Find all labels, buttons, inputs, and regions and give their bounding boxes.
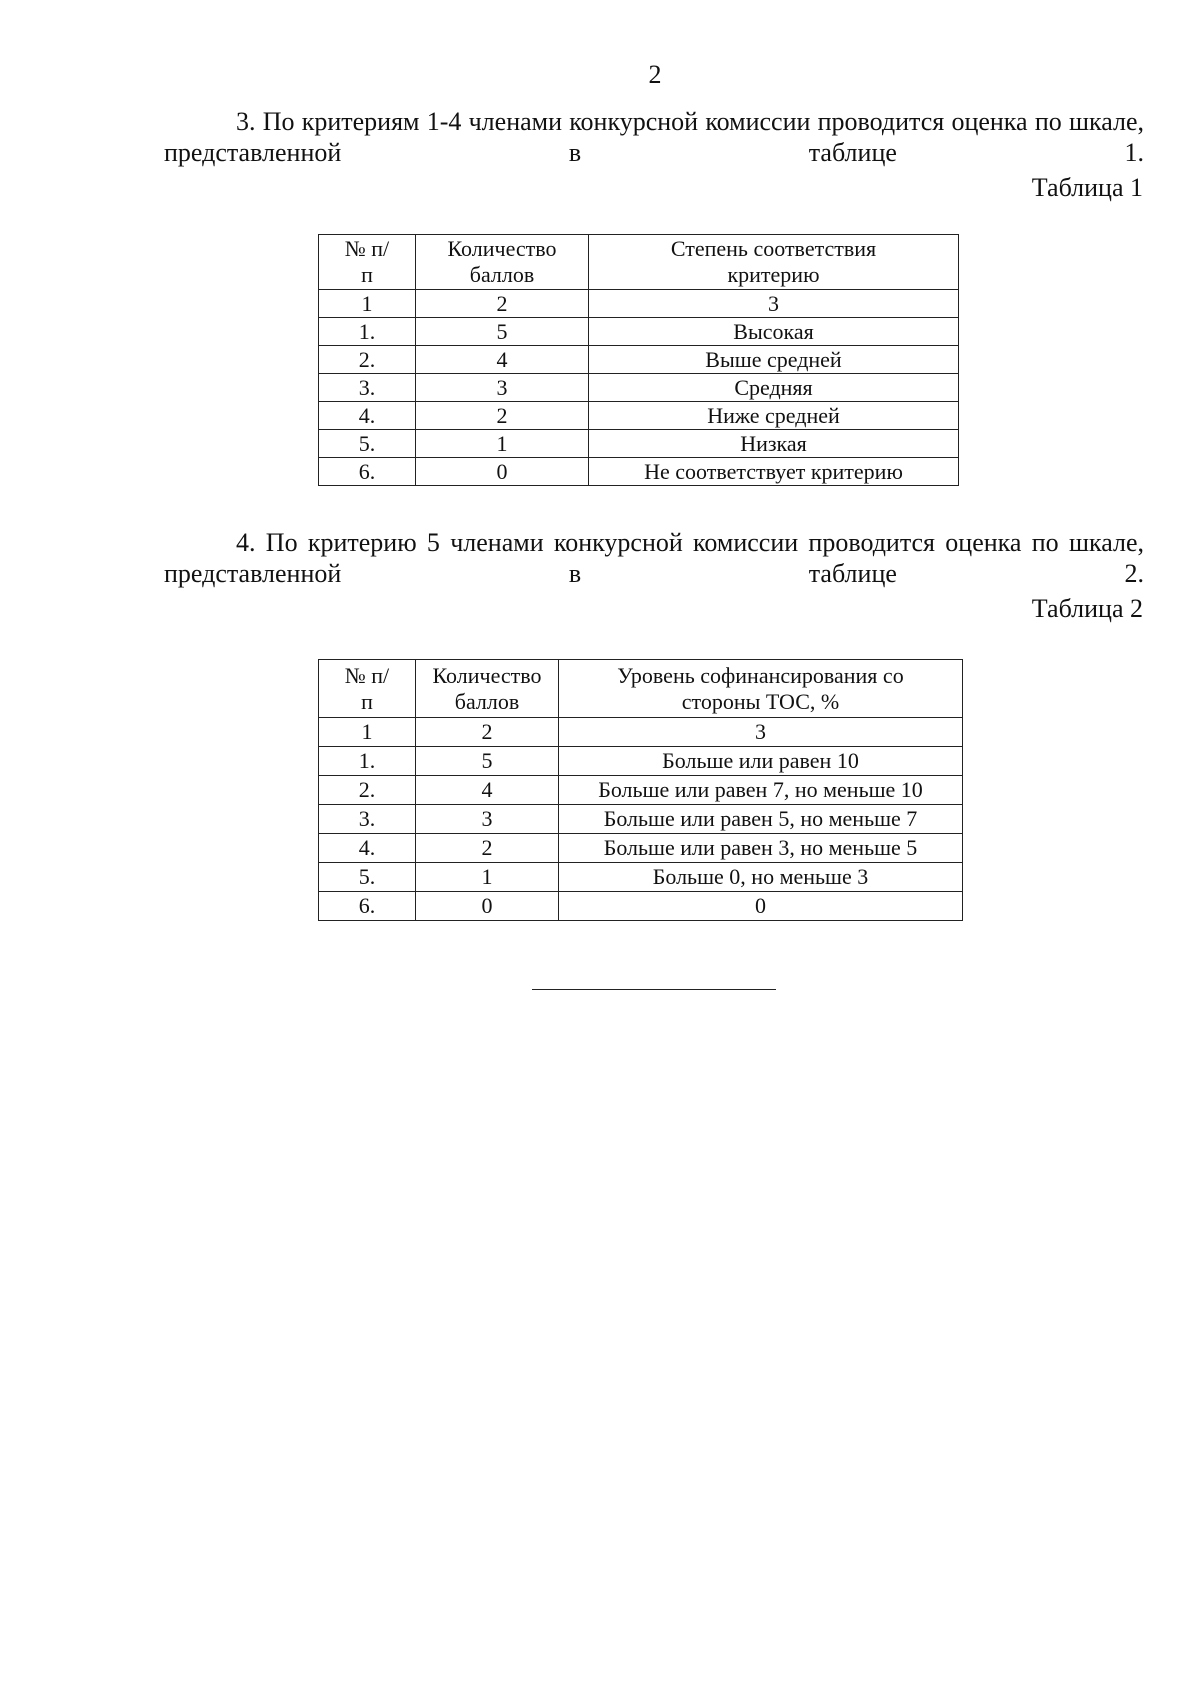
table-1 bbox=[318, 234, 959, 486]
table-cell: 0 bbox=[416, 892, 559, 921]
table-cell: Высокая bbox=[589, 318, 959, 346]
table-2-header-row bbox=[319, 660, 963, 718]
table-2-column-numbers-row bbox=[319, 718, 963, 747]
table-cell: 5 bbox=[416, 318, 589, 346]
table-cell: 0 bbox=[416, 458, 589, 486]
table-cell: 3. bbox=[319, 805, 416, 834]
table-cell: Ниже средней bbox=[589, 402, 959, 430]
table-row bbox=[319, 374, 959, 402]
table-row bbox=[319, 805, 963, 834]
table-1-header-degree: Степень соответствия критерию bbox=[589, 235, 959, 290]
table-1-header-number: № п/п bbox=[319, 235, 416, 290]
table-cell: 3 bbox=[416, 374, 589, 402]
table-cell: Средняя bbox=[589, 374, 959, 402]
table-cell: 1 bbox=[416, 430, 589, 458]
table-2-header-number: № п/п bbox=[319, 660, 416, 718]
table-1-header-points: Количество баллов bbox=[416, 235, 589, 290]
table-cell: 4. bbox=[319, 834, 416, 863]
table-2 bbox=[318, 659, 963, 921]
table-cell: 2. bbox=[319, 776, 416, 805]
table-cell: Больше или равен 3, но меньше 5 bbox=[559, 834, 963, 863]
table-cell: 1 bbox=[319, 718, 416, 747]
table-cell: 3 bbox=[589, 290, 959, 318]
table-row bbox=[319, 318, 959, 346]
table-cell: 2 bbox=[416, 402, 589, 430]
table-cell: 4 bbox=[416, 776, 559, 805]
table-cell: 5. bbox=[319, 430, 416, 458]
table-2-header-cofinancing: Уровень софинансирования со стороны ТОС, % bbox=[559, 660, 963, 718]
table-2-caption: Таблица 2 bbox=[1031, 594, 1143, 623]
table-cell: Больше 0, но меньше 3 bbox=[559, 863, 963, 892]
table-cell: 3. bbox=[319, 374, 416, 402]
table-1-caption: Таблица 1 bbox=[1031, 173, 1143, 202]
end-divider bbox=[532, 989, 776, 990]
table-cell: Не соответствует критерию bbox=[589, 458, 959, 486]
table-cell: Больше или равен 7, но меньше 10 bbox=[559, 776, 963, 805]
table-row bbox=[319, 402, 959, 430]
table-cell: 0 bbox=[559, 892, 963, 921]
table-cell: Низкая bbox=[589, 430, 959, 458]
table-row bbox=[319, 834, 963, 863]
paragraph-3: 3. По критериям 1-4 членами конкурсной комиссии проводится оценка по шкале, представленной в таблице 1. bbox=[164, 107, 1144, 167]
table-cell: 2 bbox=[416, 718, 559, 747]
paragraph-4: 4. По критерию 5 членами конкурсной комиссии проводится оценка по шкале, представленной в таблице 2. bbox=[164, 528, 1144, 588]
table-cell: 4 bbox=[416, 346, 589, 374]
table-cell: 1. bbox=[319, 747, 416, 776]
table-1-column-numbers-row bbox=[319, 290, 959, 318]
table-2-header-points: Количество баллов bbox=[416, 660, 559, 718]
table-cell: 4. bbox=[319, 402, 416, 430]
table-cell: Больше или равен 10 bbox=[559, 747, 963, 776]
table-row bbox=[319, 776, 963, 805]
table-row bbox=[319, 458, 959, 486]
table-cell: 3 bbox=[559, 718, 963, 747]
table-cell: Больше или равен 5, но меньше 7 bbox=[559, 805, 963, 834]
table-cell: 2 bbox=[416, 834, 559, 863]
table-cell: 5 bbox=[416, 747, 559, 776]
table-cell: 5. bbox=[319, 863, 416, 892]
table-cell: 1 bbox=[319, 290, 416, 318]
table-1-header-row bbox=[319, 235, 959, 290]
table-cell: 6. bbox=[319, 458, 416, 486]
page-number: 2 bbox=[648, 60, 662, 89]
table-row bbox=[319, 892, 963, 921]
table-cell: 1. bbox=[319, 318, 416, 346]
table-cell: 6. bbox=[319, 892, 416, 921]
table-row bbox=[319, 346, 959, 374]
table-cell: 2 bbox=[416, 290, 589, 318]
table-row bbox=[319, 747, 963, 776]
table-row bbox=[319, 430, 959, 458]
table-cell: 3 bbox=[416, 805, 559, 834]
table-cell: 1 bbox=[416, 863, 559, 892]
table-cell: 2. bbox=[319, 346, 416, 374]
table-cell: Выше средней bbox=[589, 346, 959, 374]
table-row bbox=[319, 863, 963, 892]
